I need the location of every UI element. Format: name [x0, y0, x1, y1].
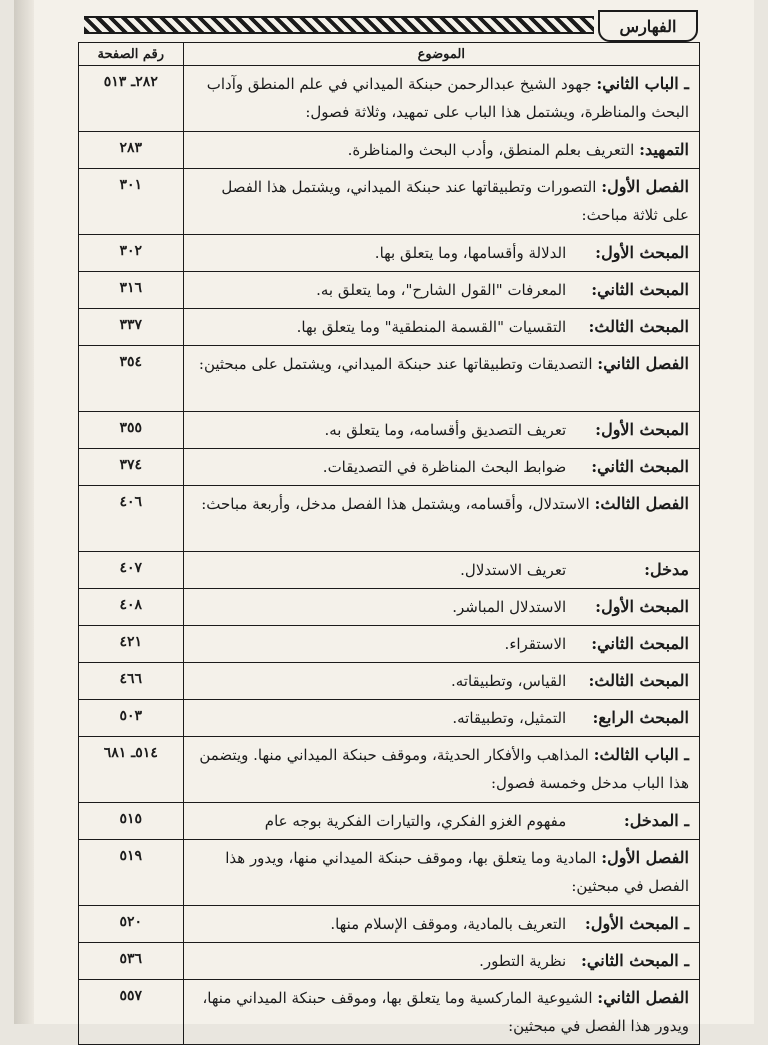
entry-label: المبحث الثالث:	[588, 671, 689, 690]
table-row	[79, 449, 700, 486]
entry-page-number: ٣٠٢	[79, 235, 184, 272]
table-row	[79, 235, 700, 272]
table-body	[79, 66, 700, 1045]
entry-text: التصورات وتطبيقاتها عند حبنكة الميداني، ويشتمل هذا الفصل على ثلاثة مباحث:	[221, 178, 689, 224]
entry-label: المبحث الثاني:	[591, 457, 689, 476]
table-row	[79, 66, 700, 132]
entry-label: الفصل الثاني:	[597, 354, 689, 373]
entry-topic	[183, 700, 699, 737]
entry-text: الاستدلال المباشر.	[452, 598, 571, 616]
entry-topic	[183, 943, 699, 980]
page-header	[84, 10, 698, 40]
entry-topic	[183, 346, 699, 412]
entry-text: الشيوعية الماركسية وما يتعلق بها، وموقف حبنكة الميداني منها، ويدور هذا الفصل في مبحثين:	[202, 989, 689, 1035]
entry-text: نظرية التطور.	[479, 952, 571, 970]
table-row	[79, 663, 700, 700]
entry-label: المبحث الأول:	[595, 597, 689, 616]
entry-page-number: ٥٢٠	[79, 906, 184, 943]
entry-topic	[183, 309, 699, 346]
entry-label: ـ الباب الثالث:	[593, 745, 689, 764]
table-of-contents	[78, 42, 700, 1045]
entry-topic	[183, 906, 699, 943]
entry-page-number: ٤٠٦	[79, 486, 184, 552]
entry-page-number: ٥٣٦	[79, 943, 184, 980]
entry-label: المبحث الرابع:	[592, 708, 689, 727]
entry-text: الاستدلال، وأقسامه، ويشتمل هذا الفصل مدخل، وأربعة مباحث:	[201, 495, 595, 513]
table-row	[79, 589, 700, 626]
entry-text: التقسيات "القسمة المنطقية" وما يتعلق بها.	[296, 318, 571, 336]
entry-topic	[183, 169, 699, 235]
entry-topic	[183, 132, 699, 169]
entry-label: ـ المدخل:	[623, 811, 689, 830]
table-row	[79, 943, 700, 980]
entry-text: الدلالة وأقسامها، وما يتعلق بها.	[374, 244, 571, 262]
column-header-page: رقم الصفحة	[79, 43, 184, 66]
entry-page-number: ٣٣٧	[79, 309, 184, 346]
entry-topic	[183, 66, 699, 132]
column-header-topic: الموضوع	[183, 43, 699, 66]
decorative-header-pattern	[84, 16, 594, 34]
table-row	[79, 626, 700, 663]
table-row	[79, 272, 700, 309]
entry-page-number: ٣٠١	[79, 169, 184, 235]
entry-label: مدخل:	[644, 560, 689, 579]
entry-text: القياس، وتطبيقاته.	[450, 672, 571, 690]
entry-label: المبحث الثاني:	[591, 280, 689, 299]
entry-text: التصديقات وتطبيقاتها عند حبنكة الميداني، ويشتمل على مبحثين:	[198, 355, 598, 373]
table-row	[79, 906, 700, 943]
table-row	[79, 980, 700, 1045]
table-row	[79, 737, 700, 803]
table-row	[79, 486, 700, 552]
entry-label: الفصل الأول:	[601, 848, 689, 867]
entry-label: المبحث الثالث:	[588, 317, 689, 336]
entry-label: الفصل الثالث:	[594, 494, 689, 513]
table-row	[79, 132, 700, 169]
entry-label: ـ المبحث الثاني:	[581, 951, 689, 970]
entry-topic	[183, 449, 699, 486]
table-row	[79, 840, 700, 906]
entry-page-number: ٢٨٢ـ ٥١٣	[79, 66, 184, 132]
entry-page-number: ٤٢١	[79, 626, 184, 663]
entry-text: تعريف الاستدلال.	[460, 561, 571, 579]
entry-page-number: ٣٥٥	[79, 412, 184, 449]
entry-page-number: ٥٥٧	[79, 980, 184, 1045]
entry-label: ـ المبحث الأول:	[584, 914, 689, 933]
entry-topic	[183, 272, 699, 309]
entry-page-number: ٤٠٧	[79, 552, 184, 589]
entry-text: التعريف بالمادية، وموقف الإسلام منها.	[330, 915, 571, 933]
table-header-row	[79, 43, 700, 66]
entry-topic	[183, 486, 699, 552]
entry-topic	[183, 235, 699, 272]
entry-text: مفهوم الغزو الفكري، والتيارات الفكرية بوجه عام	[264, 812, 571, 830]
section-title: الفهارس	[598, 10, 698, 42]
entry-text: المعرفات "القول الشارح"، وما يتعلق به.	[316, 281, 571, 299]
entry-label: الفصل الأول:	[601, 177, 689, 196]
entry-text: تعريف التصديق وأقسامه، وما يتعلق به.	[324, 421, 571, 439]
table-row	[79, 169, 700, 235]
entry-topic	[183, 589, 699, 626]
entry-label: التمهيد:	[639, 140, 689, 159]
entry-topic	[183, 663, 699, 700]
table-row	[79, 412, 700, 449]
entry-text: الاستقراء.	[504, 635, 571, 653]
entry-text: جهود الشيخ عبدالرحمن حبنكة الميداني في علم المنطق وآداب البحث والمناظرة، ويشتمل هذا الباب على تمهيد، وثلاثة فصول:	[206, 75, 689, 121]
entry-topic	[183, 840, 699, 906]
entry-label: المبحث الأول:	[595, 420, 689, 439]
entry-topic	[183, 737, 699, 803]
entry-label: المبحث الثاني:	[591, 634, 689, 653]
entry-text: التمثيل، وتطبيقاته.	[452, 709, 571, 727]
table-row	[79, 803, 700, 840]
table-row	[79, 346, 700, 412]
table-row	[79, 309, 700, 346]
table-row	[79, 700, 700, 737]
entry-page-number: ٤٠٨	[79, 589, 184, 626]
entry-text: المادية وما يتعلق بها، وموقف حبنكة الميداني منها، ويدور هذا الفصل في مبحثين:	[225, 849, 689, 895]
entry-topic	[183, 626, 699, 663]
entry-page-number: ٤٦٦	[79, 663, 184, 700]
entry-label: المبحث الأول:	[595, 243, 689, 262]
entry-page-number: ٢٨٣	[79, 132, 184, 169]
entry-text: التعريف بعلم المنطق، وأدب البحث والمناظرة.	[347, 141, 640, 159]
entry-page-number: ٣١٦	[79, 272, 184, 309]
entry-page-number: ٥٠٣	[79, 700, 184, 737]
entry-page-number: ٥١٤ـ ٦٨١	[79, 737, 184, 803]
table-row	[79, 552, 700, 589]
entry-page-number: ٥١٩	[79, 840, 184, 906]
page-gutter-shadow	[14, 0, 34, 1024]
entry-page-number: ٣٧٤	[79, 449, 184, 486]
entry-label: ـ الباب الثاني:	[596, 74, 689, 93]
entry-page-number: ٣٥٤	[79, 346, 184, 412]
entry-topic	[183, 980, 699, 1045]
entry-topic	[183, 412, 699, 449]
entry-label: الفصل الثاني:	[597, 988, 689, 1007]
entry-text: ضوابط البحث المناظرة في التصديقات.	[322, 458, 571, 476]
entry-text: المذاهب والأفكار الحديثة، وموقف حبنكة الميداني منها. ويتضمن هذا الباب مدخل وخمسة فصول:	[199, 746, 689, 792]
entry-topic	[183, 552, 699, 589]
entry-topic	[183, 803, 699, 840]
entry-page-number: ٥١٥	[79, 803, 184, 840]
